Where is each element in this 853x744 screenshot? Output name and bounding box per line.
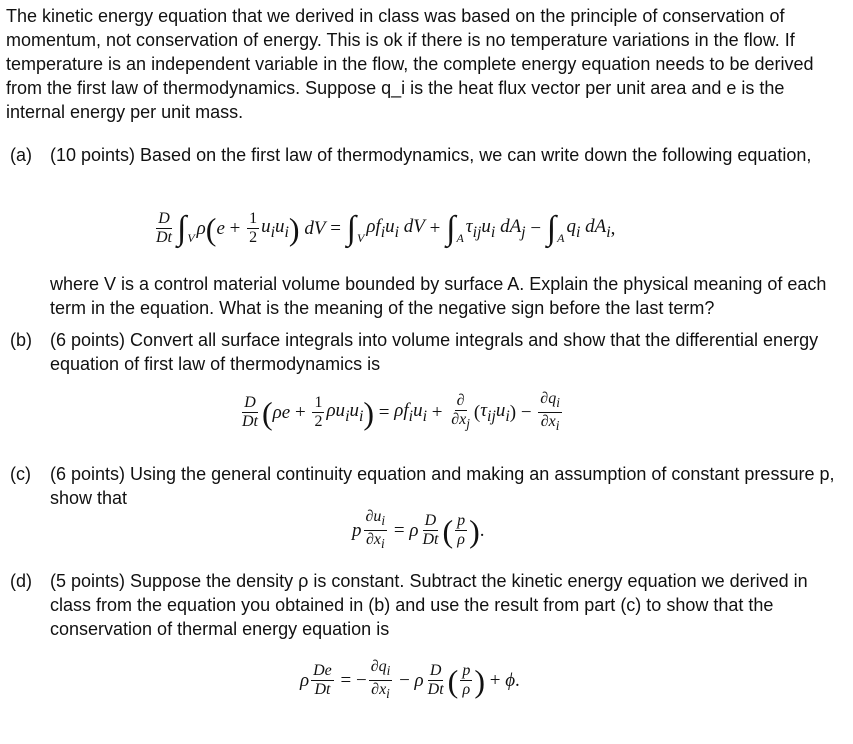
part-a-text: (10 points) Based on the first law of thermodynamics, we can write down the following equation,	[50, 145, 812, 165]
equation-d: ρ $\frac{De}{Dt}$ = − $\frac{\partial q_i}{\partial x_i}$ − ρ $\frac{D}{Dt}$ ( $\frac{p}{\rho}$ ) + ϕ .	[300, 658, 520, 702]
equation-a: $\frac{D}{Dt}$ ∫ V ρ ( e + $\frac{1}{2}$ $u_iu_i$ ) dV = ∫ V $\rho f_iu_i$ dV + ∫ A $\tau_{ij}u_i$ $dA_j$ − ∫ A $q_i$ $dA_i$ ,	[156, 209, 616, 247]
equation-c: p $\frac{\partial u_i}{\partial x_i}$ = ρ $\frac{D}{Dt}$ ( $\frac{p}{\rho}$ ) .	[352, 508, 485, 552]
part-c-text: (6 points) Using the general continuity equation and making an assumption of constant pressure p, show that	[50, 464, 835, 508]
part-c-label: (c)	[10, 464, 31, 484]
intro-paragraph: The kinetic energy equation that we derived in class was based on the principle of conservation of momentum, not conservation of energy. This is ok if there is no temperature variations in the flow. If temperature is an independent variable in the flow, the complete energy equation needs to be derived from the first law of thermodynamics. Suppose q_i is the heat flux vector per unit area and e is the internal energy per unit mass.	[6, 6, 814, 122]
part-a-text-after: where V is a control material volume bounded by surface A. Explain the physical meaning of each term in the equation. What is the meaning of the negative sign before the last term?	[50, 274, 827, 318]
part-b	[10, 328, 840, 376]
part-d-label: (d)	[10, 571, 32, 591]
part-b-text: (6 points) Convert all surface integrals into volume integrals and show that the differential energy equation of first law of thermodynamics is	[50, 330, 819, 374]
part-a	[10, 143, 840, 167]
part-a-after	[10, 272, 840, 320]
part-b-label: (b)	[10, 330, 32, 350]
part-d-text: (5 points) Suppose the density ρ is constant. Subtract the kinetic energy equation we derived in class from the equation you obtained in (b) and use the result from part (c) to show that the conservation of thermal energy equation is	[50, 571, 808, 639]
part-c	[10, 462, 840, 510]
equation-b: $\frac{D}{Dt}$ ( ρe + $\frac{1}{2}$ $\rho u_iu_i$ ) = $\rho f_iu_i$ + $\frac{\partial}{\partial x_j}$ ( $\tau_{ij}u_i$ ) − $\frac{\partial q_i}{\partial x_i}$	[242, 390, 560, 434]
part-d	[10, 569, 840, 641]
part-a-label: (a)	[10, 145, 32, 165]
